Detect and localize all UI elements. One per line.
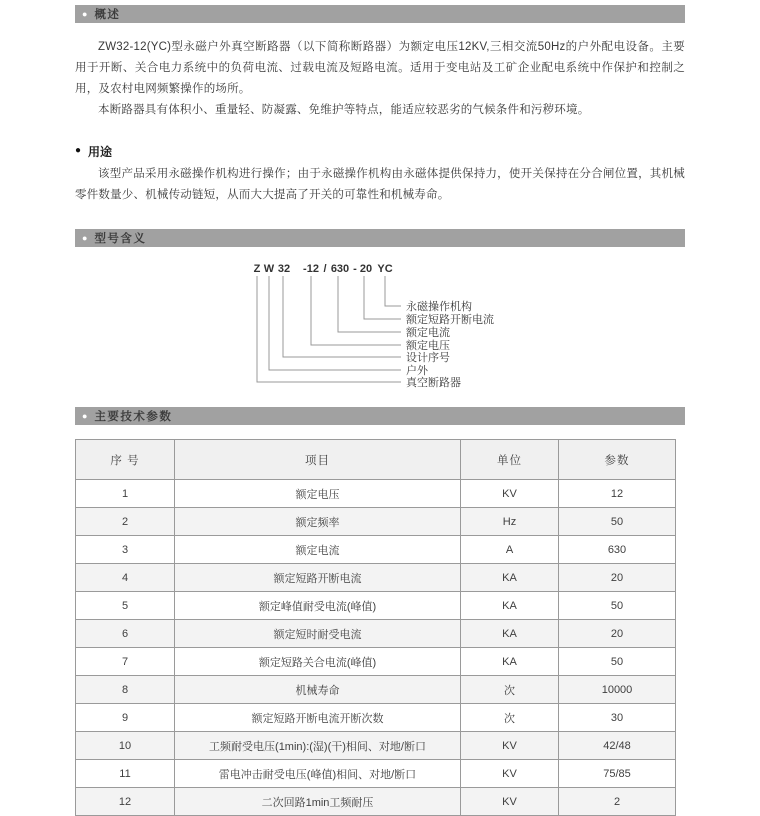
- cell-unit: KV: [461, 760, 559, 788]
- table-row: [76, 704, 676, 732]
- cell-value: 12: [559, 480, 676, 508]
- model-label-mechanism: 永磁操作机构: [406, 301, 472, 313]
- model-label-breaking-current: 额定短路开断电流: [406, 314, 494, 326]
- overview-paragraph-2: 本断路器具有体积小、重量轻、防凝露、免维护等特点，能适应较恶劣的气候条件和污秽环境。: [98, 104, 590, 116]
- connector-line-20: [364, 276, 401, 319]
- cell-index: 2: [76, 508, 175, 536]
- cell-value: 50: [559, 508, 676, 536]
- cell-item: 机械寿命: [175, 676, 461, 704]
- table-row: [76, 760, 676, 788]
- column-header-unit: 单位: [461, 440, 559, 480]
- model-designation-diagram: [75, 258, 685, 403]
- model-label-vacuum-breaker: 真空断路器: [406, 377, 461, 389]
- cell-index: 4: [76, 564, 175, 592]
- cell-item: 工频耐受电压(1min):(湿)(干)相间、对地/断口: [175, 732, 461, 760]
- cell-value: 630: [559, 536, 676, 564]
- section-header-overview: [75, 5, 685, 23]
- cell-unit: Hz: [461, 508, 559, 536]
- connector-line-630: [338, 276, 401, 332]
- overview-paragraph-1: ZW32-12(YC)型永磁户外真空断路器（以下简称断路器）为额定电压12KV,三相交流50Hz的户外配电设备。主要用于开断、关合电力系统中的负荷电流、过载电流及短路电流。适用于变电站及工矿企业配电系统中作保护和控制之用，及农村电网频繁操作的场所。: [75, 41, 685, 95]
- cell-value: 10000: [559, 676, 676, 704]
- cell-unit: KA: [461, 620, 559, 648]
- section-header-usage: [75, 143, 685, 159]
- column-header-index: 序 号: [76, 440, 175, 480]
- cell-unit: A: [461, 536, 559, 564]
- cell-item: 额定短时耐受电流: [175, 620, 461, 648]
- usage-paragraph: 该型产品采用永磁操作机构进行操作；由于永磁操作机构由永磁体提供保持力，使开关保持在分合闸位置，其机械零件数量少、机械传动链短，从而大大提高了开关的可靠性和机械寿命。: [75, 168, 685, 201]
- section-header-model: [75, 229, 685, 247]
- cell-value: 20: [559, 564, 676, 592]
- model-section-title: 型号含义: [94, 233, 147, 245]
- cell-index: 3: [76, 536, 175, 564]
- column-header-value: 参数: [559, 440, 676, 480]
- cell-index: 9: [76, 704, 175, 732]
- model-label-design-number: 设计序号: [406, 352, 450, 364]
- cell-unit: KV: [461, 788, 559, 816]
- cell-item: 额定短路关合电流(峰值): [175, 648, 461, 676]
- cell-item: 额定电压: [175, 480, 461, 508]
- cell-item: 额定电流: [175, 536, 461, 564]
- connector-line-w: [269, 276, 401, 370]
- bullet-icon: ●: [82, 410, 88, 421]
- connector-line-yc: [385, 276, 401, 306]
- model-segment-yc: YC: [377, 263, 393, 275]
- model-label-rated-voltage: 额定电压: [406, 340, 450, 352]
- model-segment-630: 630: [330, 263, 350, 275]
- table-row: [76, 508, 676, 536]
- cell-item: 额定频率: [175, 508, 461, 536]
- table-row: [76, 676, 676, 704]
- cell-item: 额定短路开断电流开断次数: [175, 704, 461, 732]
- cell-index: 12: [76, 788, 175, 816]
- cell-index: 5: [76, 592, 175, 620]
- model-segment-12: -12: [303, 263, 319, 275]
- cell-index: 10: [76, 732, 175, 760]
- model-segment-dash: -: [353, 263, 357, 275]
- bullet-icon: ●: [82, 8, 88, 19]
- usage-section-title: 用途: [88, 144, 113, 159]
- table-row: [76, 620, 676, 648]
- cell-index: 1: [76, 480, 175, 508]
- bullet-icon: ●: [82, 232, 88, 243]
- cell-item: 额定峰值耐受电流(峰值): [175, 592, 461, 620]
- cell-unit: KV: [461, 480, 559, 508]
- cell-unit: KA: [461, 564, 559, 592]
- cell-index: 6: [76, 620, 175, 648]
- section-header-specs: [75, 407, 685, 425]
- model-label-rated-current: 额定电流: [406, 327, 450, 339]
- cell-index: 7: [76, 648, 175, 676]
- cell-unit: 次: [461, 676, 559, 704]
- model-segment-slash: /: [323, 263, 327, 275]
- table-row: [76, 788, 676, 816]
- table-row: [76, 480, 676, 508]
- column-header-item: 项目: [175, 440, 461, 480]
- cell-unit: KV: [461, 732, 559, 760]
- technical-parameters-table: [75, 439, 676, 816]
- overview-section-title: 概述: [94, 9, 121, 21]
- cell-value: 2: [559, 788, 676, 816]
- cell-unit: KA: [461, 648, 559, 676]
- table-row: [76, 648, 676, 676]
- cell-value: 50: [559, 592, 676, 620]
- model-segment-32: 32: [277, 263, 291, 275]
- table-row: [76, 592, 676, 620]
- model-label-outdoor: 户外: [406, 365, 428, 377]
- cell-value: 30: [559, 704, 676, 732]
- cell-value: 50: [559, 648, 676, 676]
- cell-index: 11: [76, 760, 175, 788]
- cell-unit: 次: [461, 704, 559, 732]
- connector-line-z: [257, 276, 401, 382]
- table-row: [76, 732, 676, 760]
- cell-item: 额定短路开断电流: [175, 564, 461, 592]
- model-segment-z: Z: [253, 263, 261, 275]
- cell-value: 20: [559, 620, 676, 648]
- cell-value: 42/48: [559, 732, 676, 760]
- specs-section-title: 主要技术参数: [94, 411, 173, 423]
- connector-line-12: [311, 276, 401, 345]
- bullet-icon: ●: [75, 145, 82, 156]
- cell-item: 雷电冲击耐受电压(峰值)相间、对地/断口: [175, 760, 461, 788]
- model-segment-20: 20: [359, 263, 373, 275]
- cell-value: 75/85: [559, 760, 676, 788]
- cell-index: 8: [76, 676, 175, 704]
- table-row: [76, 536, 676, 564]
- table-row: [76, 564, 676, 592]
- cell-item: 二次回路1min工频耐压: [175, 788, 461, 816]
- table-header-row: [76, 440, 676, 480]
- cell-unit: KA: [461, 592, 559, 620]
- model-segment-w: W: [263, 263, 275, 275]
